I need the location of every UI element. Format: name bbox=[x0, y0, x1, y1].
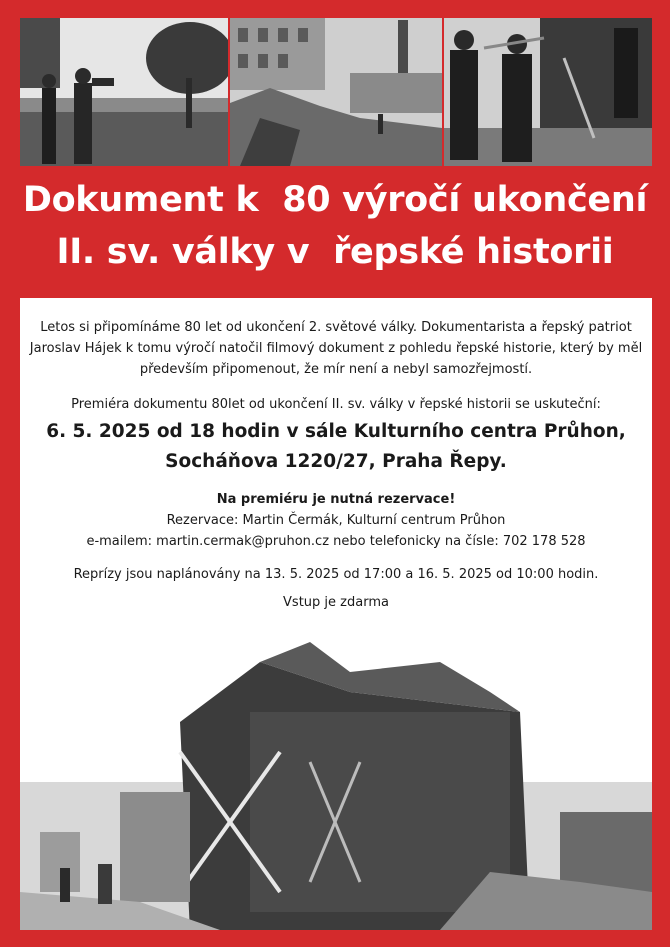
intro-line-2: Jaroslav Hájek k tomu výročí natočil filmový dokument z pohledu řepské historie, který by měl bbox=[29, 341, 643, 356]
photo-armed-men bbox=[444, 18, 652, 166]
reprises-text: Reprízy jsou naplánovány na 13. 5. 2025 od 17:00 a 16. 5. 2025 od 10:00 hodin. bbox=[73, 567, 599, 582]
photo-bombed-building bbox=[20, 632, 652, 930]
entry-text: Vstup je zdarma bbox=[283, 595, 389, 610]
reservation-heading: Na premiéru je nutná rezervace! bbox=[216, 492, 456, 507]
premiere-address: Socháňova 1220/27, Praha Řepy. bbox=[165, 451, 507, 472]
reservation-contact: Rezervace: Martin Čermák, Kulturní centrum Průhon bbox=[166, 513, 506, 528]
content-panel bbox=[20, 298, 652, 930]
intro-line-1: Letos si připomínáme 80 let od ukončení 2. světové války. Dokumentarista a řepský patriot bbox=[40, 320, 632, 335]
photo-destroyed-street bbox=[230, 18, 442, 166]
title-line-1: Dokument k 80 výročí ukončení bbox=[22, 180, 648, 220]
premiere-lead: Premiéra dokumentu 80let od ukončení II. sv. války v řepské historii se uskuteční: bbox=[71, 397, 601, 412]
photo-men-standing-field bbox=[20, 18, 228, 166]
title-line-2: II. sv. války v řepské historii bbox=[56, 232, 614, 272]
premiere-date: 6. 5. 2025 od 18 hodin v sále Kulturního centra Průhon, bbox=[46, 421, 626, 442]
reservation-email-line: e-mailem: martin.cermak@pruhon.cz nebo telefonicky na čísle: 702 178 528 bbox=[86, 534, 586, 549]
intro-line-3: především připomenout, že mír není a nebyl samozřejmostí. bbox=[139, 362, 533, 377]
